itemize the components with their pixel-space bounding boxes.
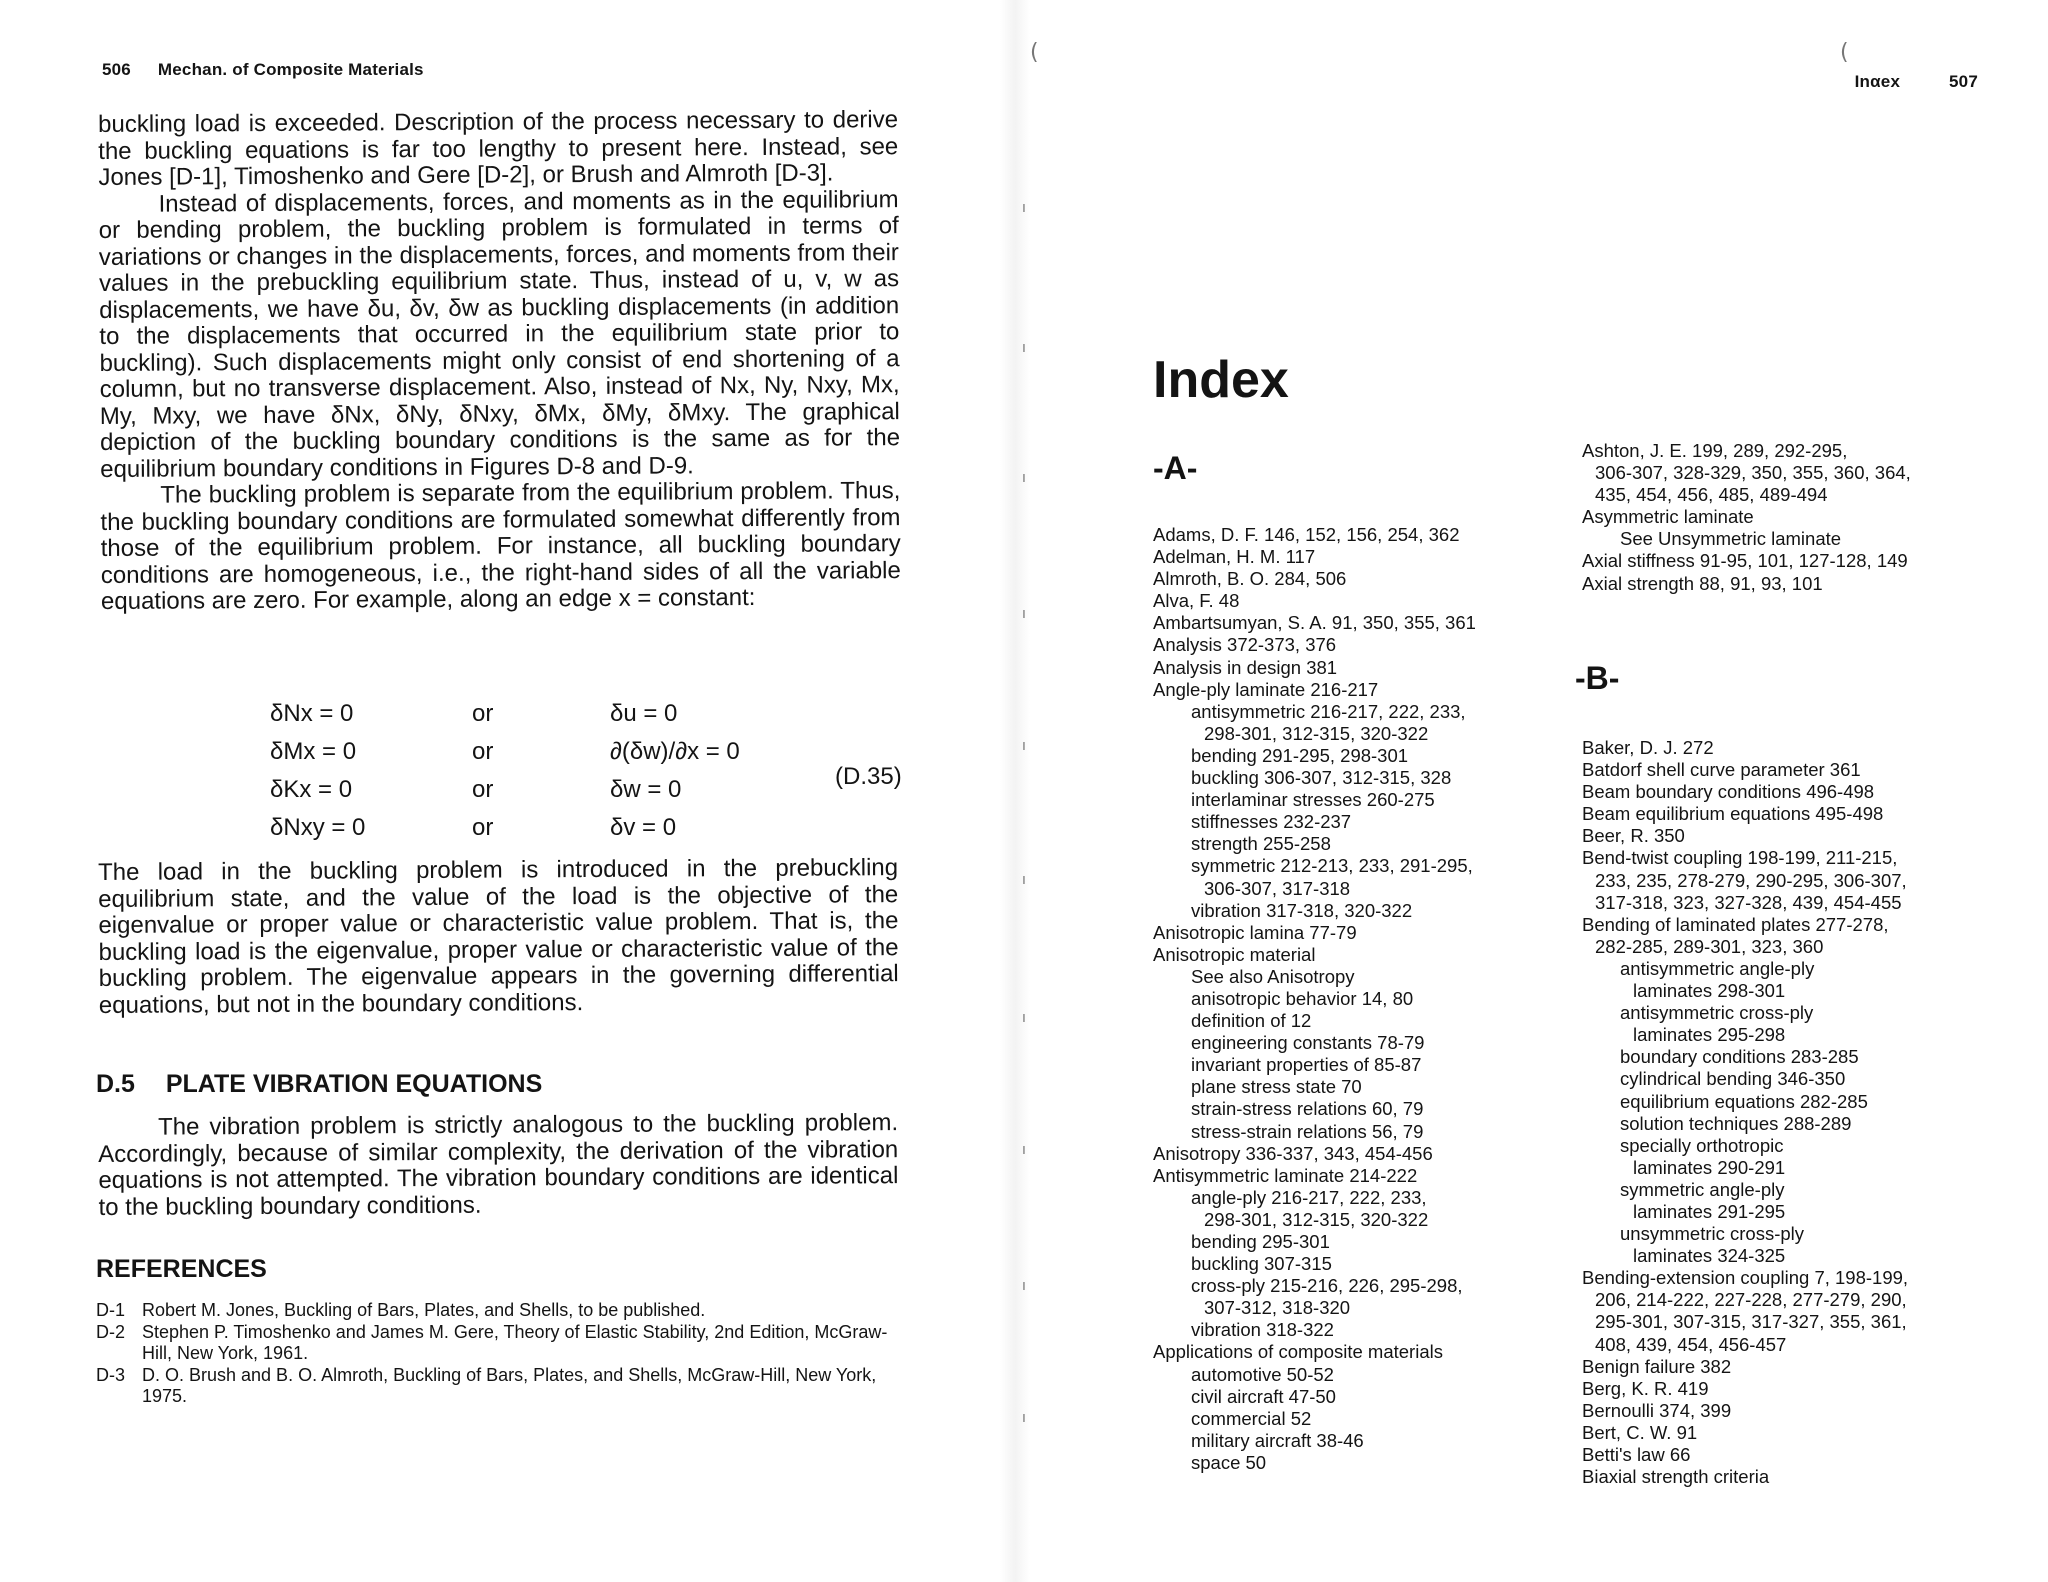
index-entry: Betti's law 66 [1582,1444,1691,1465]
index-entry: solution techniques 288-289 [1620,1112,1852,1134]
index-entry: Alva, F. 48 [1153,590,1240,612]
index-entry: Analysis in design 381 [1153,656,1338,678]
index-entry: laminates 295-298 [1633,1024,1786,1046]
gutter-mark: ı [1022,340,1026,356]
index-entry: Adelman, H. M. 117 [1153,546,1316,568]
index-column-1 [1153,524,1476,1474]
reference-text: D. O. Brush and B. O. Almroth, Buckling of Bars, Plates, and Shells, McGraw-Hill, New York, 1975. [142,1365,877,1406]
index-entry: Almroth, B. O. 284, 506 [1153,568,1347,590]
reference-text: Robert M. Jones, Buckling of Bars, Plates, and Shells, to be published. [142,1300,706,1320]
gutter-mark: ı [1022,738,1026,754]
index-entry: equilibrium equations 282-285 [1620,1090,1868,1112]
index-entry: cross-ply 215-216, 226, 295-298, [1191,1275,1463,1297]
index-entry: strain-stress relations 60, 79 [1191,1098,1424,1120]
index-entry: buckling 306-307, 312-315, 328 [1191,767,1452,789]
body-text-block [98,1110,899,1221]
index-entry: Anisotropic lamina 77-79 [1153,921,1357,943]
index-entry: See Unsymmetric laminate [1620,528,1842,550]
index-entry: bending 295-301 [1191,1231,1330,1252]
index-entry: antisymmetric 216-217, 222, 233, [1191,700,1466,722]
reference-item [96,1300,916,1321]
gutter-mark: ı [1022,1010,1026,1026]
gutter-mark: ı [1022,1278,1026,1294]
page-number: 507 [1949,72,1978,91]
index-entry: military aircraft 38-46 [1191,1429,1364,1451]
index-entry: antisymmetric cross-ply [1620,1002,1814,1024]
index-entry: automotive 50-52 [1191,1363,1334,1385]
index-entry: stiffnesses 232-237 [1191,811,1352,833]
index-entry: Bending-extension coupling 7, 198-199, [1582,1267,1909,1289]
index-entry: plane stress state 70 [1191,1076,1362,1098]
running-head-right [1855,72,1978,92]
left-page [0,0,1000,1582]
index-entry: interlaminar stresses 260-275 [1191,789,1435,811]
index-entry: symmetric angle-ply [1620,1178,1785,1200]
reference-text: Stephen P. Timoshenko and James M. Gere, Theory of Elastic Stability, 2nd Edition, McGraw-Hill, New York, 1961. [142,1322,888,1363]
index-entry: specially orthotropic [1620,1134,1784,1156]
index-entry: 307-312, 318-320 [1204,1297,1351,1319]
index-entry: Berg, K. R. 419 [1582,1377,1709,1399]
index-entry: vibration 317-318, 320-322 [1191,899,1413,921]
index-entry: Bert, C. W. 91 [1582,1421,1698,1443]
gutter-mark: ı [1022,200,1026,216]
index-entry: 298-301, 312-315, 320-322 [1204,722,1429,744]
index-entry: Bending of laminated plates 277-278, [1582,913,1889,935]
equation-left: δNxy = 0 [270,814,366,841]
running-title: Inαex [1854,72,1901,91]
reference-item [96,1322,916,1364]
index-column-2-b [1582,737,1908,1488]
equation-right: δv = 0 [610,814,677,841]
index-entry: Angle-ply laminate 216-217 [1153,678,1379,700]
index-entry: 306-307, 317-318 [1204,877,1351,899]
index-entry: bending 291-295, 298-301 [1191,744,1409,766]
index-entry: Ambartsumyan, S. A. 91, 350, 355, 361 [1153,612,1476,634]
index-letter-heading: -B- [1575,660,1620,696]
index-entry: Axial strength 88, 91, 93, 101 [1582,572,1823,594]
equation-or: or [472,738,494,765]
index-entry: strength 255-258 [1191,833,1331,855]
gutter-mark: ı [1022,1410,1026,1426]
index-entry: Beam boundary conditions 496-498 [1582,781,1875,803]
index-entry: laminates 290-291 [1633,1156,1786,1178]
reference-tag: D-2 [96,1322,126,1342]
index-entry: boundary conditions 283-285 [1620,1046,1859,1068]
page-number: 506 [102,60,131,79]
equation-right: δw = 0 [610,776,682,803]
index-entry: Analysis 372-373, 376 [1153,634,1337,656]
equation-number: (D.35) [835,763,902,790]
index-entry: 282-285, 289-301, 323, 360 [1595,935,1824,957]
index-entry: Asymmetric laminate [1582,506,1754,528]
index-entry: laminates 298-301 [1633,980,1786,1002]
index-entry: laminates 324-325 [1633,1245,1786,1267]
equation-left: δNx = 0 [270,700,354,727]
index-entry: Bernoulli 374, 399 [1582,1399,1732,1421]
equation-or: or [472,776,494,803]
reference-item [96,1365,916,1407]
reference-tag: D-3 [96,1365,126,1385]
equation-left: δKx = 0 [270,776,353,803]
index-entry: definition of 12 [1191,1010,1312,1032]
index-entry: Beam equilibrium equations 495-498 [1582,803,1884,825]
references-heading: REFERENCES [96,1255,267,1283]
body-text-block [98,107,901,615]
index-entry: laminates 291-295 [1633,1200,1786,1222]
running-head-left [102,60,424,80]
paragraph: buckling load is exceeded. Description of the process necessary to derive the buckling equations is far too lengthy to present here. Instead, see Jones [D-1], Timoshenko and Gere [D-2], or Brush and Almroth [D-3]. [97,106,899,191]
index-entry: cylindrical bending 346-350 [1620,1068,1846,1090]
index-entry: buckling 307-315 [1191,1253,1332,1275]
index-entry: anisotropic behavior 14, 80 [1191,987,1414,1009]
index-entry: Antisymmetric laminate 214-222 [1153,1164,1418,1186]
index-entry: Batdorf shell curve parameter 361 [1582,759,1861,781]
paragraph: The buckling problem is separate from the equilibrium problem. Thus, the buckling boundary conditions are formulated somewhat differently from those of the equilibrium problem. For instance, all buckling boundary conditions are homogeneous, i.e., the right-hand sides of all the variable equations are zero. For example, along an edge x = constant: [100,477,901,615]
paragraph: The vibration problem is strictly analogous to the buckling problem. Accordingly, because of similar complexity, the derivation of the vibration equations is not attempted. The vibration boundary conditions are identical to the buckling boundary conditions. [98,1109,899,1221]
gutter-mark: ( [1840,40,1849,65]
gutter-mark: ı [1022,606,1026,622]
index-entry: Beer, R. 350 [1582,825,1685,847]
index-entry: Axial stiffness 91-95, 101, 127-128, 149 [1582,550,1908,572]
paragraph: The load in the buckling problem is introduced in the prebuckling equilibrium state, and the value of the load is the objective of the eigenvalue or proper value or characteristic value problem. That is, the buckling load is the eigenvalue, proper value or characteristic value of the buckling problem. The eigenvalue appears in the governing differential equations, but not in the boundary conditions. [97,854,899,1019]
index-entry: unsymmetric cross-ply [1620,1223,1804,1245]
index-entry: Applications of composite materials [1153,1341,1443,1363]
gutter-mark: ı [1022,470,1026,486]
index-entry: Bend-twist coupling 198-199, 211-215, [1582,847,1898,869]
index-entry: commercial 52 [1191,1407,1312,1429]
body-text-block [98,855,899,1019]
index-entry: stress-strain relations 56, 79 [1191,1120,1424,1142]
equation-right: δu = 0 [610,700,678,727]
gutter-mark: ı [1022,872,1026,888]
section-heading [96,1070,542,1099]
index-entry: civil aircraft 47-50 [1191,1385,1336,1407]
section-number: D.5 [96,1070,135,1098]
index-entry: angle-ply 216-217, 222, 233, [1191,1186,1427,1208]
index-entry: 408, 439, 454, 456-457 [1595,1333,1787,1355]
index-entry: Biaxial strength criteria [1582,1466,1770,1488]
index-entry: 317-318, 323, 327-328, 439, 454-455 [1595,891,1902,913]
index-entry: 295-301, 307-315, 317-327, 355, 361, [1595,1311,1907,1333]
index-entry: Adams, D. F. 146, 152, 156, 254, 362 [1153,524,1460,545]
paragraph: Instead of displacements, forces, and moments as in the equilibrium or bending problem, the buckling problem is formulated in terms of variations or changes in the displacements, forces, and moments from their values in the prebuckling equilibrium state. Thus, instead of u, v, w as displacements, we have δu, δv, δw as buckling displacements (in addition to the displacements that occurred in the equilibrium state prior to buckling). Such displacements might only consist of end shortening of a column, but no transverse displacement. Also, instead of Nx, Ny, Nxy, Mx, My, Mxy, we have δNx, δNy, δNxy, δMx, δMy, δMxy. The graphical depiction of the buckling boundary conditions is the same as for the equilibrium boundary conditions in Figures D-8 and D-9. [98,185,901,483]
index-entry: 233, 235, 278-279, 290-295, 306-307, [1595,869,1907,891]
index-letter-heading: -A- [1153,450,1198,486]
index-entry: Anisotropy 336-337, 343, 454-456 [1153,1142,1433,1164]
section-title: PLATE VIBRATION EQUATIONS [165,1070,543,1098]
index-entry: engineering constants 78-79 [1191,1032,1425,1054]
equation-right: ∂(δw)/∂x = 0 [610,738,740,765]
running-title: Mechan. of Composite Materials [157,60,424,79]
index-entry: 206, 214-222, 227-228, 277-279, 290, [1595,1289,1907,1311]
gutter-mark: ( [1030,40,1039,65]
index-column-2-a [1582,440,1911,595]
index-entry: 435, 454, 456, 485, 489-494 [1595,484,1828,506]
index-entry: 298-301, 312-315, 320-322 [1204,1208,1429,1230]
gutter-mark: ı [1022,1142,1026,1158]
index-entry: Benign failure 382 [1582,1355,1732,1377]
index-entry: space 50 [1191,1451,1267,1473]
index-entry: See also Anisotropy [1191,965,1355,987]
equation-or: or [472,814,494,841]
equation-or: or [472,700,494,727]
index-entry: vibration 318-322 [1191,1319,1334,1341]
index-entry: Baker, D. J. 272 [1582,737,1714,758]
index-entry: Anisotropic material [1153,943,1316,965]
equation-left: δMx = 0 [270,738,357,765]
index-title: Index [1153,351,1289,409]
index-entry: 306-307, 328-329, 350, 355, 360, 364, [1595,462,1911,484]
index-entry: symmetric 212-213, 233, 291-295, [1191,855,1473,877]
index-entry: invariant properties of 85-87 [1191,1054,1422,1076]
reference-tag: D-1 [96,1300,126,1320]
index-entry: Ashton, J. E. 199, 289, 292-295, [1582,440,1848,461]
index-entry: antisymmetric angle-ply [1620,957,1815,979]
